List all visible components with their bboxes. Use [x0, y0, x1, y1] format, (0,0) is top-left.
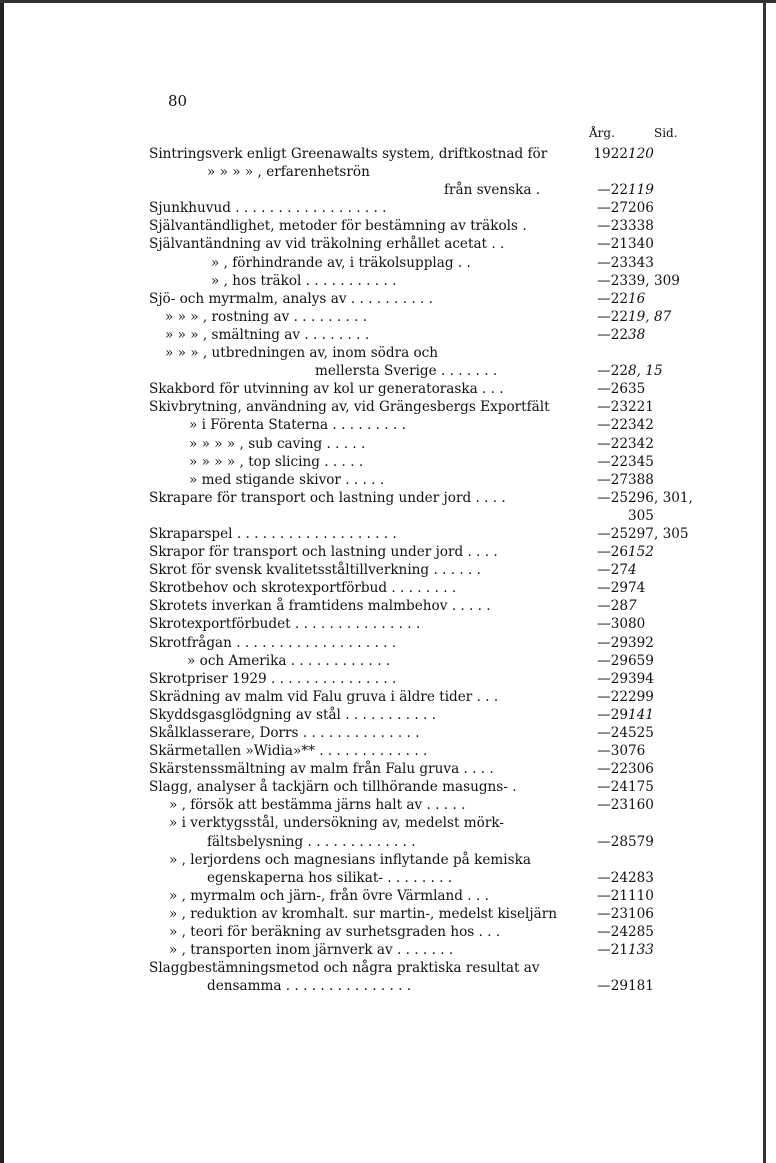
entry-page: 80: [628, 616, 646, 633]
entry-text: Skrotets inverkan å framtidens malmbehov . . . . .: [149, 598, 491, 615]
index-entry: [0, 887, 776, 905]
entry-year: —30: [597, 743, 628, 760]
entry-page: 392: [628, 634, 654, 651]
index-entry: [0, 290, 776, 308]
entry-page: 110: [628, 887, 654, 904]
index-entry: [0, 543, 776, 561]
index-entry: [0, 615, 776, 633]
entry-page: 76: [628, 743, 646, 760]
entry-year: —24: [597, 725, 628, 741]
entry-text: från svenska .: [444, 182, 541, 199]
entry-year: —28: [597, 833, 628, 850]
entry-year: —21: [597, 942, 628, 959]
entry-year: —22: [597, 290, 628, 307]
entry-page: 141: [628, 706, 654, 723]
index-entry: [0, 941, 776, 959]
entry-year: —26: [597, 544, 628, 561]
entry-text: Skivbrytning, användning av, vid Grängesbergs Exportfält: [149, 399, 550, 416]
entry-text: Skrotbehov och skrotexportförbud . . . . . . . .: [149, 580, 457, 597]
entry-page: 299: [628, 688, 654, 705]
entry-page: 342: [628, 417, 654, 434]
entry-year: —24: [597, 869, 628, 886]
entry-page: 345: [628, 453, 654, 470]
entry-year: —22: [597, 688, 628, 705]
entry-text: » och Amerika . . . . . . . . . . . .: [187, 652, 391, 669]
index-entry: [0, 814, 776, 832]
index-entry: [0, 652, 776, 670]
index-entry: [0, 851, 776, 869]
entry-page: 283: [628, 869, 654, 886]
index-entry: [0, 833, 776, 851]
index-entry: [0, 453, 776, 471]
index-entry: [0, 706, 776, 724]
entry-page: 342: [628, 435, 654, 452]
index-entry: [0, 398, 776, 416]
index-entry: [0, 199, 776, 217]
entry-year: —29: [597, 634, 628, 651]
entry-page: 16: [628, 290, 646, 307]
entry-year: —22: [597, 182, 628, 199]
entry-page: 4: [628, 562, 637, 579]
entry-page: 7: [628, 598, 637, 615]
index-entry: [0, 435, 776, 453]
entry-year: —27: [597, 200, 628, 217]
index-entry: [0, 308, 776, 326]
entry-page: 305: [628, 507, 654, 524]
entry-text: Skärstenssmältning av malm från Falu gruva . . . .: [149, 761, 494, 778]
entry-page: 39, 309: [628, 272, 680, 289]
entry-year: —29: [597, 706, 628, 723]
entry-text: Sintringsverk enligt Greenawalts system, driftkostnad för: [149, 146, 548, 162]
entry-page: 181: [628, 978, 654, 995]
entry-page: 343: [628, 254, 654, 271]
index-entry: [0, 778, 776, 796]
entry-page: 120: [628, 146, 654, 162]
index-entry: [0, 724, 776, 742]
entry-year: —23: [597, 797, 628, 814]
entry-text: Skrotexportförbudet . . . . . . . . . . . . . . .: [149, 616, 421, 633]
entry-year: —24: [597, 779, 628, 796]
entry-text: Skrapare för transport och lastning under jord . . . .: [149, 489, 506, 506]
scan-edge-top: [0, 0, 776, 3]
entry-year: —23: [597, 905, 628, 922]
entry-text: » , lerjordens och magnesians inflytande på kemiska: [169, 851, 531, 868]
entry-page: 297, 305: [628, 525, 689, 542]
entry-page: 133: [628, 942, 654, 959]
entry-page: 338: [628, 218, 654, 235]
entry-page: 38: [628, 326, 646, 343]
index-entry: [0, 235, 776, 253]
column-header-year: Årg.: [589, 126, 615, 140]
entry-text: » » » » , sub caving . . . . .: [189, 435, 366, 452]
index-entry: [0, 905, 776, 923]
entry-year: —23: [597, 218, 628, 235]
entry-year: —22: [597, 326, 628, 343]
entry-page: 285: [628, 924, 654, 941]
entry-year: —23: [597, 272, 628, 289]
index-entry: [0, 217, 776, 235]
index-entry: [0, 254, 776, 272]
entry-text: egenskaperna hos silikat- . . . . . . . .: [207, 869, 453, 886]
entry-text: » , hos träkol . . . . . . . . . . .: [211, 272, 397, 289]
entry-text: » » » , rostning av . . . . . . . . .: [165, 308, 368, 325]
entry-text: Sjunkhuvud . . . . . . . . . . . . . . . . . .: [149, 200, 387, 217]
entry-text: » med stigande skivor . . . . .: [189, 471, 385, 488]
entry-text: » i verktygsstål, undersökning av, medelst mörk-: [169, 815, 504, 832]
entry-year: —28: [597, 598, 628, 615]
entry-year: —22: [597, 761, 628, 778]
entry-page: 160: [628, 797, 654, 814]
index-entry: [0, 272, 776, 290]
index-entry: [0, 362, 776, 380]
entry-year: —29: [597, 652, 628, 669]
entry-page: 388: [628, 471, 654, 488]
entry-year: —29: [597, 670, 628, 687]
entry-year: —23: [597, 399, 628, 416]
entry-page: 296, 301,: [628, 489, 693, 506]
entry-page: 106: [628, 905, 654, 922]
entry-page: 175: [628, 779, 654, 796]
entry-year: —21: [597, 887, 628, 904]
entry-text: » » » » , erfarenhetsrön: [207, 164, 370, 181]
entry-text: fältsbelysning . . . . . . . . . . . . .: [207, 833, 416, 850]
index-entry: [0, 326, 776, 344]
entry-text: » , förhindrande av, i träkolsupplag . .: [211, 254, 471, 271]
entry-year: —30: [597, 616, 628, 633]
index-entry: [0, 597, 776, 615]
entry-page: 35: [628, 381, 646, 398]
entry-text: Skärmetallen »Widia»** . . . . . . . . . . . . .: [149, 743, 428, 760]
index-entry: [0, 163, 776, 181]
index-entry: [0, 380, 776, 398]
index-entry: [0, 471, 776, 489]
entry-page: 579: [628, 833, 654, 850]
entry-year: —29: [597, 978, 628, 995]
index-entries: [0, 145, 776, 995]
entry-text: » , myrmalm och järn-, från övre Värmland . . .: [169, 887, 489, 904]
entry-year: —24: [597, 924, 628, 941]
column-header-page: Sid.: [654, 126, 678, 140]
index-entry: [0, 796, 776, 814]
entry-text: Skraparspel . . . . . . . . . . . . . . . . . . .: [149, 525, 397, 542]
index-entry: [0, 507, 776, 525]
entry-page: 206: [628, 200, 654, 217]
entry-text: Skrapor för transport och lastning under jord . . . .: [149, 544, 498, 561]
entry-text: Skrädning av malm vid Falu gruva i äldre tider . . .: [149, 688, 499, 705]
entry-year: 1922: [593, 146, 628, 162]
entry-page: 394: [628, 670, 654, 687]
entry-text: » , försök att bestämma järns halt av . . . . .: [169, 797, 466, 814]
entry-text: » , teori för beräkning av surhetsgraden hos . . .: [169, 924, 501, 941]
entry-year: —27: [597, 471, 628, 488]
entry-text: » » » , utbredningen av, inom södra och: [165, 345, 439, 362]
entry-year: —23: [597, 254, 628, 271]
entry-text: Skrotpriser 1929 . . . . . . . . . . . . . . .: [149, 670, 397, 687]
entry-page: 8, 15: [628, 363, 663, 380]
index-entry: [0, 181, 776, 199]
entry-text: Självantändning av vid träkolning erhållet acetat . .: [149, 236, 505, 253]
entry-text: Skrot för svensk kvalitetsståltillverkning . . . . . .: [149, 562, 481, 579]
index-entry: [0, 977, 776, 995]
entry-page: 306: [628, 761, 654, 778]
index-entry: [0, 670, 776, 688]
entry-text: Skakbord för utvinning av kol ur generatoraska . . .: [149, 381, 504, 398]
entry-text: Sjö- och myrmalm, analys av . . . . . . . . . .: [149, 290, 433, 307]
entry-text: Skrotfrågan . . . . . . . . . . . . . . . . . . .: [149, 634, 397, 651]
entry-text: mellersta Sverige . . . . . . .: [315, 363, 498, 380]
entry-text: » » » , smältning av . . . . . . . .: [165, 326, 370, 343]
entry-text: Skyddsgasglödgning av stål . . . . . . . . . . .: [149, 706, 436, 723]
index-entry: [0, 525, 776, 543]
index-entry: [0, 489, 776, 507]
entry-year: —27: [597, 562, 628, 579]
index-entry: [0, 344, 776, 362]
entry-year: —22: [597, 435, 628, 452]
entry-page: 152: [628, 544, 654, 561]
entry-text: » , reduktion av kromhalt. sur martin-, medelst kiseljärn: [169, 905, 557, 922]
index-entry: [0, 760, 776, 778]
index-entry: [0, 923, 776, 941]
entry-year: —22: [597, 417, 628, 434]
index-entry: [0, 145, 776, 163]
entry-year: —25: [597, 525, 628, 542]
entry-year: —25: [597, 489, 628, 506]
entry-year: —21: [597, 236, 628, 253]
entry-text: densamma . . . . . . . . . . . . . . .: [207, 978, 412, 995]
entry-page: 525: [628, 725, 654, 741]
entry-year: —26: [597, 381, 628, 398]
entry-page: 221: [628, 399, 654, 416]
entry-page: 659: [628, 652, 654, 669]
entry-year: —22: [597, 308, 628, 325]
index-entry: [0, 416, 776, 434]
page-number: 80: [168, 92, 188, 110]
entry-page: 19, 87: [628, 308, 672, 325]
entry-text: Skålklasserare, Dorrs . . . . . . . . . . . . . .: [149, 725, 420, 741]
entry-text: » » » » , top slicing . . . . .: [189, 453, 364, 470]
entry-page: 340: [628, 236, 654, 253]
entry-text: Slagg, analyser å tackjärn och tillhörande masugns- .: [149, 779, 517, 796]
index-entry: [0, 688, 776, 706]
entry-year: —29: [597, 580, 628, 597]
entry-year: —22: [597, 363, 628, 380]
index-entry: [0, 579, 776, 597]
entry-page: 119: [628, 182, 654, 199]
entry-text: Slaggbestämningsmetod och några praktiska resultat av: [149, 960, 540, 977]
index-entry: [0, 742, 776, 760]
index-entry: [0, 959, 776, 977]
index-entry: [0, 634, 776, 652]
entry-page: 74: [628, 580, 646, 597]
entry-text: » , transporten inom järnverk av . . . . . . .: [169, 942, 454, 959]
entry-text: Självantändlighet, metoder för bestämning av träkols .: [149, 218, 527, 235]
entry-text: » i Förenta Staterna . . . . . . . . .: [189, 417, 406, 434]
entry-year: —22: [597, 453, 628, 470]
index-entry: [0, 561, 776, 579]
index-entry: [0, 869, 776, 887]
